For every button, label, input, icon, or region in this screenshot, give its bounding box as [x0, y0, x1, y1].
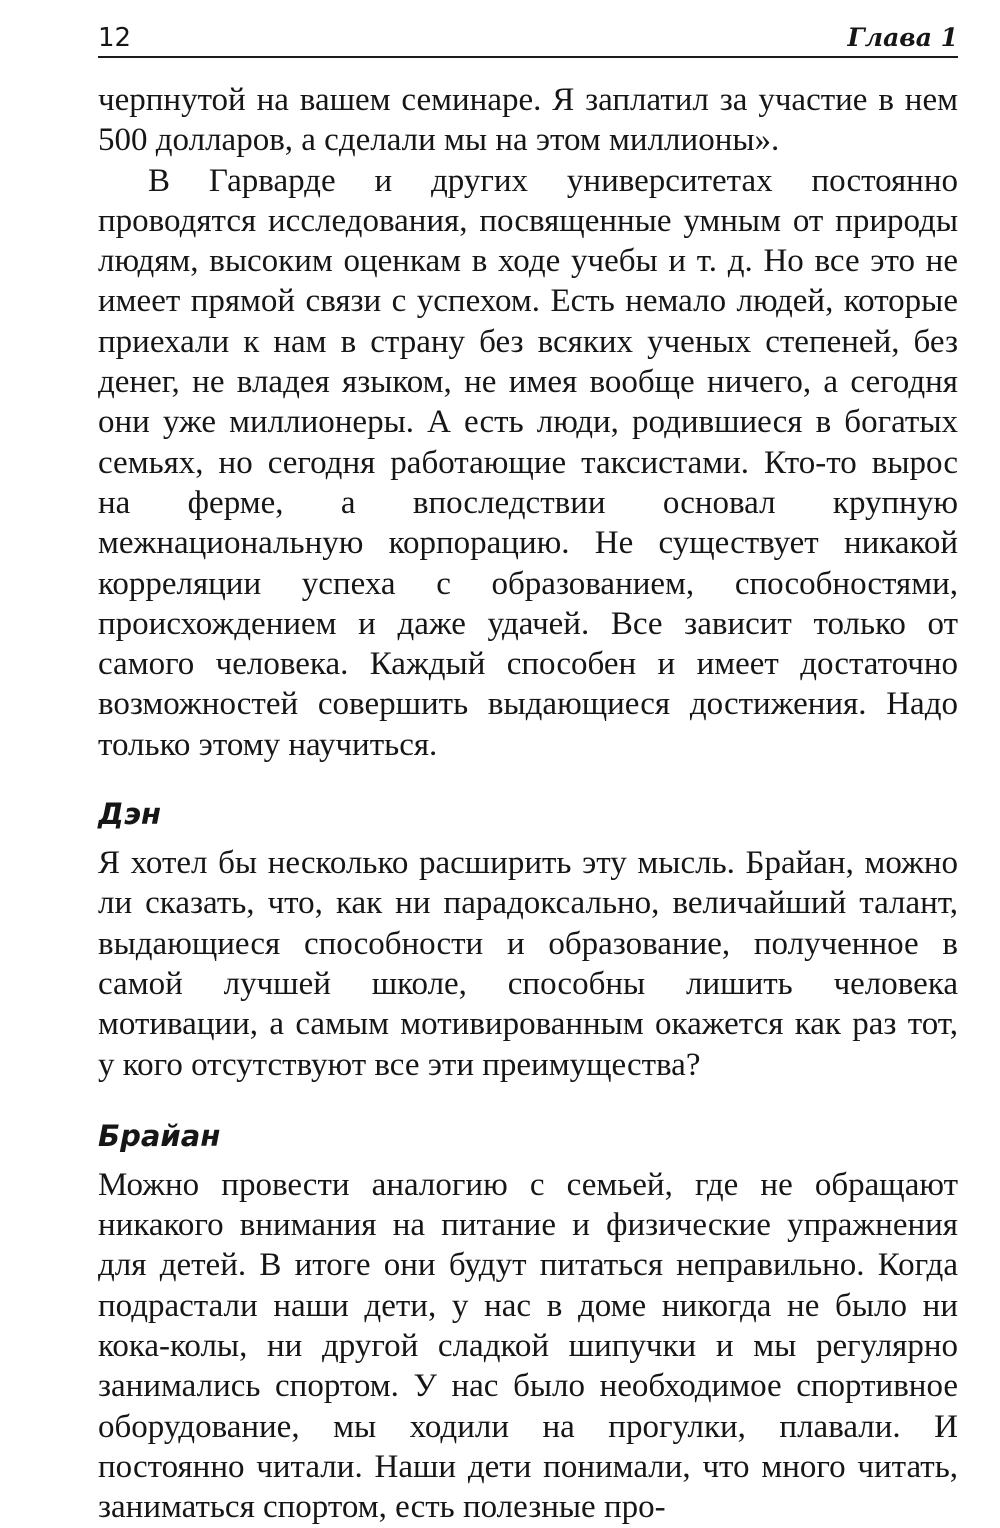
speaker-heading-dan: Дэн — [98, 797, 162, 832]
chapter-title: Глава 1 — [847, 23, 958, 52]
book-page — [98, 0, 958, 1526]
paragraph-dan: Я хотел бы несколько расширить эту мысль. Брайан, можно ли сказать, что, как ни парадоксально, величайший талант, выдающиеся способности и образование, полученное в самой лучшей школе, способны лишить человека мотивации, а самым мотивированным окажется как раз тот, у кого отсутствуют все эти преимущества? — [98, 845, 958, 1083]
running-head — [98, 22, 958, 58]
paragraph-continuation: черпнутой на вашем семинаре. Я заплатил за участие в нем 500 долларов, а сделали мы на этом миллионы». — [98, 82, 958, 159]
paragraph-harvard: В Гарварде и других университетах постоянно проводятся исследования, посвященные умным от природы людям, высоким оценкам в ходе учебы и т. д. Но все это не имеет прямой связи с успехом. Есть немало людей, которые приехали к нам в страну без всяких ученых степеней, без денег, не владея языком, не имея вообще ничего, а сегодня они уже миллионеры. А есть люди, родившиеся в богатых семьях, но сегодня работающие таксистами. Кто-то вырос на ферме, а впоследствии основал крупную межнациональную корпорацию. Не существует никакой корреляции успеха с образованием, способностями, происхождением и даже удачей. Все зависит только от самого человека. Каждый способен и имеет достаточно возможностей совершить выдающиеся достижения. Надо только этому научиться. — [98, 162, 958, 763]
speaker-heading-brian: Брайан — [98, 1118, 221, 1153]
page-body — [98, 80, 958, 1528]
paragraph-brian: Можно провести аналогию с семьей, где не обращают никакого внимания на питание и физические упражнения для детей. В итоге они будут питаться неправильно. Когда подрастали наши дети, у нас в доме никогда не было ни кока-колы, ни другой сладкой шипучки и мы регулярно занимались спортом. У нас было необходимое спортивное оборудование, мы ходили на прогулки, плавали. И постоянно читали. Наши дети понимали, что много читать, заниматься спортом, есть полезные про- — [98, 1166, 958, 1526]
page-number: 12 — [98, 23, 132, 53]
